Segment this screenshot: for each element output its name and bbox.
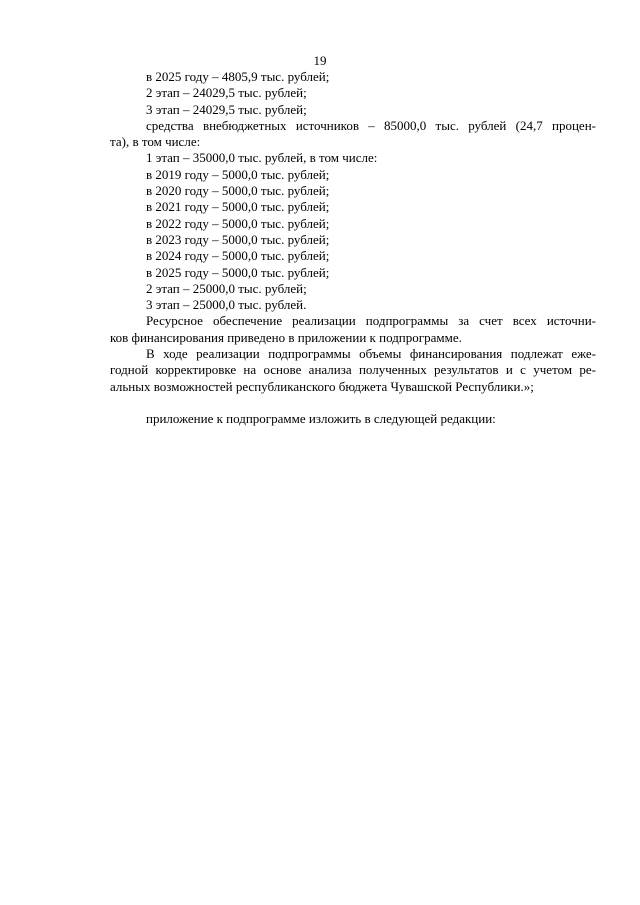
text-line: годной корректировке на основе анализа полученных результатов и с учетом ре- bbox=[110, 362, 596, 378]
text-line: средства внебюджетных источников – 85000,0 тыс. рублей (24,7 процен- bbox=[146, 117, 596, 133]
text-line: та), в том числе: bbox=[110, 134, 201, 150]
document-body bbox=[110, 69, 596, 427]
page-number: 19 bbox=[313, 53, 327, 68]
text-line: в 2023 году – 5000,0 тыс. рублей; bbox=[146, 231, 330, 247]
text-line: 1 этап – 35000,0 тыс. рублей, в том числе: bbox=[146, 150, 378, 166]
text-line: Ресурсное обеспечение реализации подпрограммы за счет всех источни- bbox=[146, 313, 596, 329]
text-line: в 2021 году – 5000,0 тыс. рублей; bbox=[146, 199, 330, 215]
text-line: ков финансирования приведено в приложении к подпрограмме. bbox=[110, 329, 462, 345]
text-line: в 2020 году – 5000,0 тыс. рублей; bbox=[146, 183, 330, 199]
text-line: 3 этап – 25000,0 тыс. рублей. bbox=[146, 297, 307, 313]
text-line: приложение к подпрограмме изложить в следующей редакции: bbox=[146, 410, 496, 426]
text-line: в 2019 году – 5000,0 тыс. рублей; bbox=[146, 166, 330, 182]
text-line: альных возможностей республиканского бюджета Чувашской Республики.»; bbox=[110, 378, 534, 394]
text-line: 2 этап – 24029,5 тыс. рублей; bbox=[146, 85, 307, 101]
text-line: В ходе реализации подпрограммы объемы финансирования подлежат еже- bbox=[146, 346, 596, 362]
text-line: в 2024 году – 5000,0 тыс. рублей; bbox=[146, 248, 330, 264]
blank-line bbox=[110, 395, 596, 411]
text-line: в 2022 году – 5000,0 тыс. рублей; bbox=[146, 215, 330, 231]
text-line: в 2025 году – 4805,9 тыс. рублей; bbox=[146, 69, 330, 84]
text-line: в 2025 году – 5000,0 тыс. рублей; bbox=[146, 264, 330, 280]
text-line: 3 этап – 24029,5 тыс. рублей; bbox=[146, 101, 307, 117]
text-line: 2 этап – 25000,0 тыс. рублей; bbox=[146, 280, 307, 296]
